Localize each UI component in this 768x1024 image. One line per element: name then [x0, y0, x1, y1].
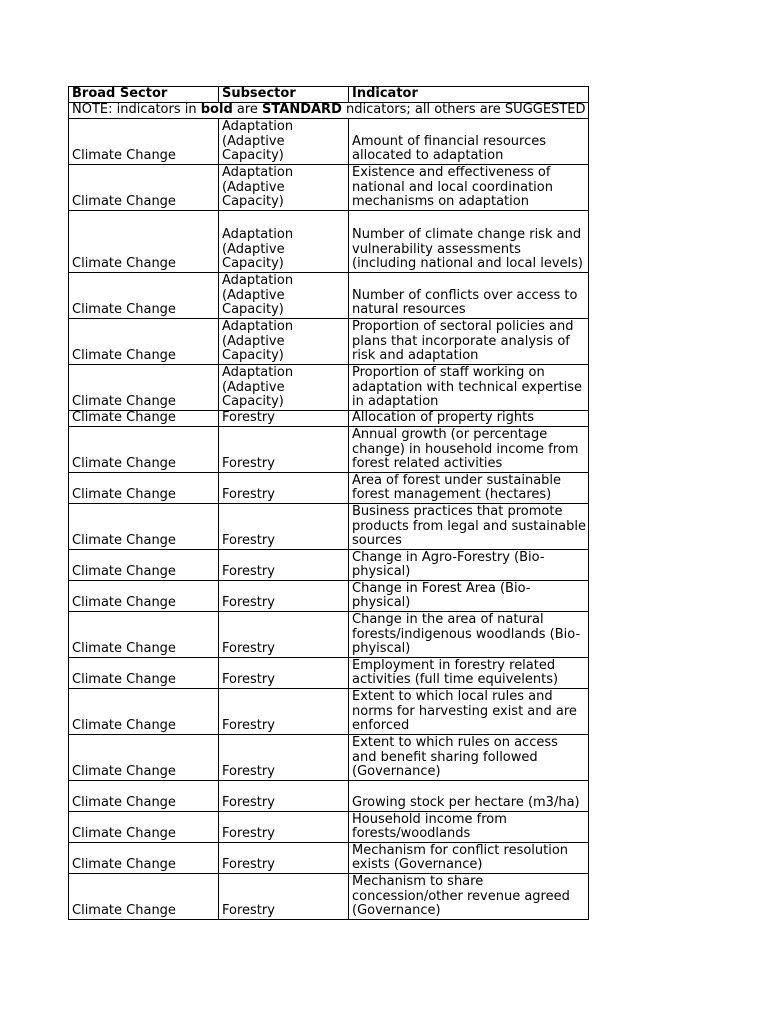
indicator-cell: Household income from forests/woodlands	[349, 812, 589, 843]
table-row	[69, 612, 589, 658]
sector-cell: Climate Change	[69, 119, 219, 165]
indicator-cell: Change in Agro-Forestry (Bio-physical)	[349, 550, 589, 581]
sector-cell: Climate Change	[69, 781, 219, 812]
header-indicator: Indicator	[349, 87, 589, 103]
table-row	[69, 365, 589, 411]
header-subsector: Subsector	[219, 87, 349, 103]
subsector-cell: Forestry	[219, 735, 349, 781]
table-row	[69, 812, 589, 843]
indicator-cell: Existence and effectiveness of national and local coordination mechanisms on adaptation	[349, 165, 589, 211]
table-row	[69, 689, 589, 735]
indicator-cell: Change in Forest Area (Bio-physical)	[349, 581, 589, 612]
sector-cell: Climate Change	[69, 874, 219, 920]
subsector-cell: Forestry	[219, 550, 349, 581]
sector-cell: Climate Change	[69, 273, 219, 319]
note-row	[69, 103, 589, 119]
table-row	[69, 411, 589, 427]
table-row	[69, 319, 589, 365]
subsector-cell: Adaptation (Adaptive Capacity)	[219, 319, 349, 365]
table-row	[69, 735, 589, 781]
sector-cell: Climate Change	[69, 689, 219, 735]
table-row	[69, 273, 589, 319]
sector-cell: Climate Change	[69, 411, 219, 427]
subsector-cell: Forestry	[219, 411, 349, 427]
sector-cell: Climate Change	[69, 843, 219, 874]
sector-cell: Climate Change	[69, 735, 219, 781]
note-bold-word: bold	[200, 102, 233, 118]
table-row	[69, 119, 589, 165]
sector-cell: Climate Change	[69, 504, 219, 550]
note-cell	[69, 103, 589, 119]
sector-cell: Climate Change	[69, 427, 219, 473]
indicator-table	[68, 86, 589, 920]
subsector-cell: Adaptation (Adaptive Capacity)	[219, 365, 349, 411]
sector-cell: Climate Change	[69, 812, 219, 843]
subsector-cell: Forestry	[219, 874, 349, 920]
subsector-cell: Adaptation (Adaptive Capacity)	[219, 165, 349, 211]
indicator-cell: Extent to which rules on access and benefit sharing followed (Governance)	[349, 735, 589, 781]
indicator-cell: Allocation of property rights	[349, 411, 589, 427]
subsector-cell: Forestry	[219, 781, 349, 812]
sector-cell: Climate Change	[69, 211, 219, 273]
note-text-3: ndicators; all others are SUGGESTED	[341, 102, 586, 118]
table-row	[69, 550, 589, 581]
sector-cell: Climate Change	[69, 319, 219, 365]
sector-cell: Climate Change	[69, 612, 219, 658]
sector-cell: Climate Change	[69, 658, 219, 689]
subsector-cell: Forestry	[219, 843, 349, 874]
sector-cell: Climate Change	[69, 365, 219, 411]
sector-cell: Climate Change	[69, 165, 219, 211]
indicator-cell: Proportion of staff working on adaptation with technical expertise in adaptation	[349, 365, 589, 411]
subsector-cell: Forestry	[219, 581, 349, 612]
table-row	[69, 165, 589, 211]
table-row	[69, 843, 589, 874]
sector-cell: Climate Change	[69, 581, 219, 612]
table-row	[69, 781, 589, 812]
indicator-cell: Number of conflicts over access to natural resources	[349, 273, 589, 319]
indicator-cell: Annual growth (or percentage change) in household income from forest related activities	[349, 427, 589, 473]
indicator-cell: Employment in forestry related activities (full time equivelents)	[349, 658, 589, 689]
subsector-cell: Forestry	[219, 504, 349, 550]
note-text-2: are	[232, 102, 263, 118]
table-row	[69, 211, 589, 273]
table-row	[69, 874, 589, 920]
header-broad-sector: Broad Sector	[69, 87, 219, 103]
indicator-cell: Mechanism to share concession/other revenue agreed (Governance)	[349, 874, 589, 920]
subsector-cell: Forestry	[219, 812, 349, 843]
indicator-cell: Amount of financial resources allocated to adaptation	[349, 119, 589, 165]
indicator-cell: Growing stock per hectare (m3/ha)	[349, 781, 589, 812]
indicator-cell: Change in the area of natural forests/indigenous woodlands (Bio-phyiscal)	[349, 612, 589, 658]
header-row	[69, 87, 589, 103]
sector-cell: Climate Change	[69, 550, 219, 581]
subsector-cell: Forestry	[219, 689, 349, 735]
table-row	[69, 427, 589, 473]
subsector-cell: Forestry	[219, 658, 349, 689]
subsector-cell: Adaptation (Adaptive Capacity)	[219, 119, 349, 165]
indicator-cell: Number of climate change risk and vulnerability assessments (including national and local levels)	[349, 211, 589, 273]
table-row	[69, 581, 589, 612]
indicator-cell: Business practices that promote products from legal and sustainable sources	[349, 504, 589, 550]
indicator-cell: Area of forest under sustainable forest management (hectares)	[349, 473, 589, 504]
subsector-cell: Forestry	[219, 473, 349, 504]
subsector-cell: Forestry	[219, 427, 349, 473]
indicator-cell: Mechanism for conflict resolution exists (Governance)	[349, 843, 589, 874]
indicator-cell: Proportion of sectoral policies and plans that incorporate analysis of risk and adaptation	[349, 319, 589, 365]
table-row	[69, 473, 589, 504]
subsector-cell: Forestry	[219, 612, 349, 658]
note-text-1: NOTE: indicators in	[72, 102, 201, 118]
table-row	[69, 504, 589, 550]
sector-cell: Climate Change	[69, 473, 219, 504]
table-row	[69, 658, 589, 689]
indicator-cell: Extent to which local rules and norms for harvesting exist and are enforced	[349, 689, 589, 735]
subsector-cell: Adaptation (Adaptive Capacity)	[219, 273, 349, 319]
subsector-cell: Adaptation (Adaptive Capacity)	[219, 211, 349, 273]
note-standard-word: STANDARD	[262, 102, 342, 118]
